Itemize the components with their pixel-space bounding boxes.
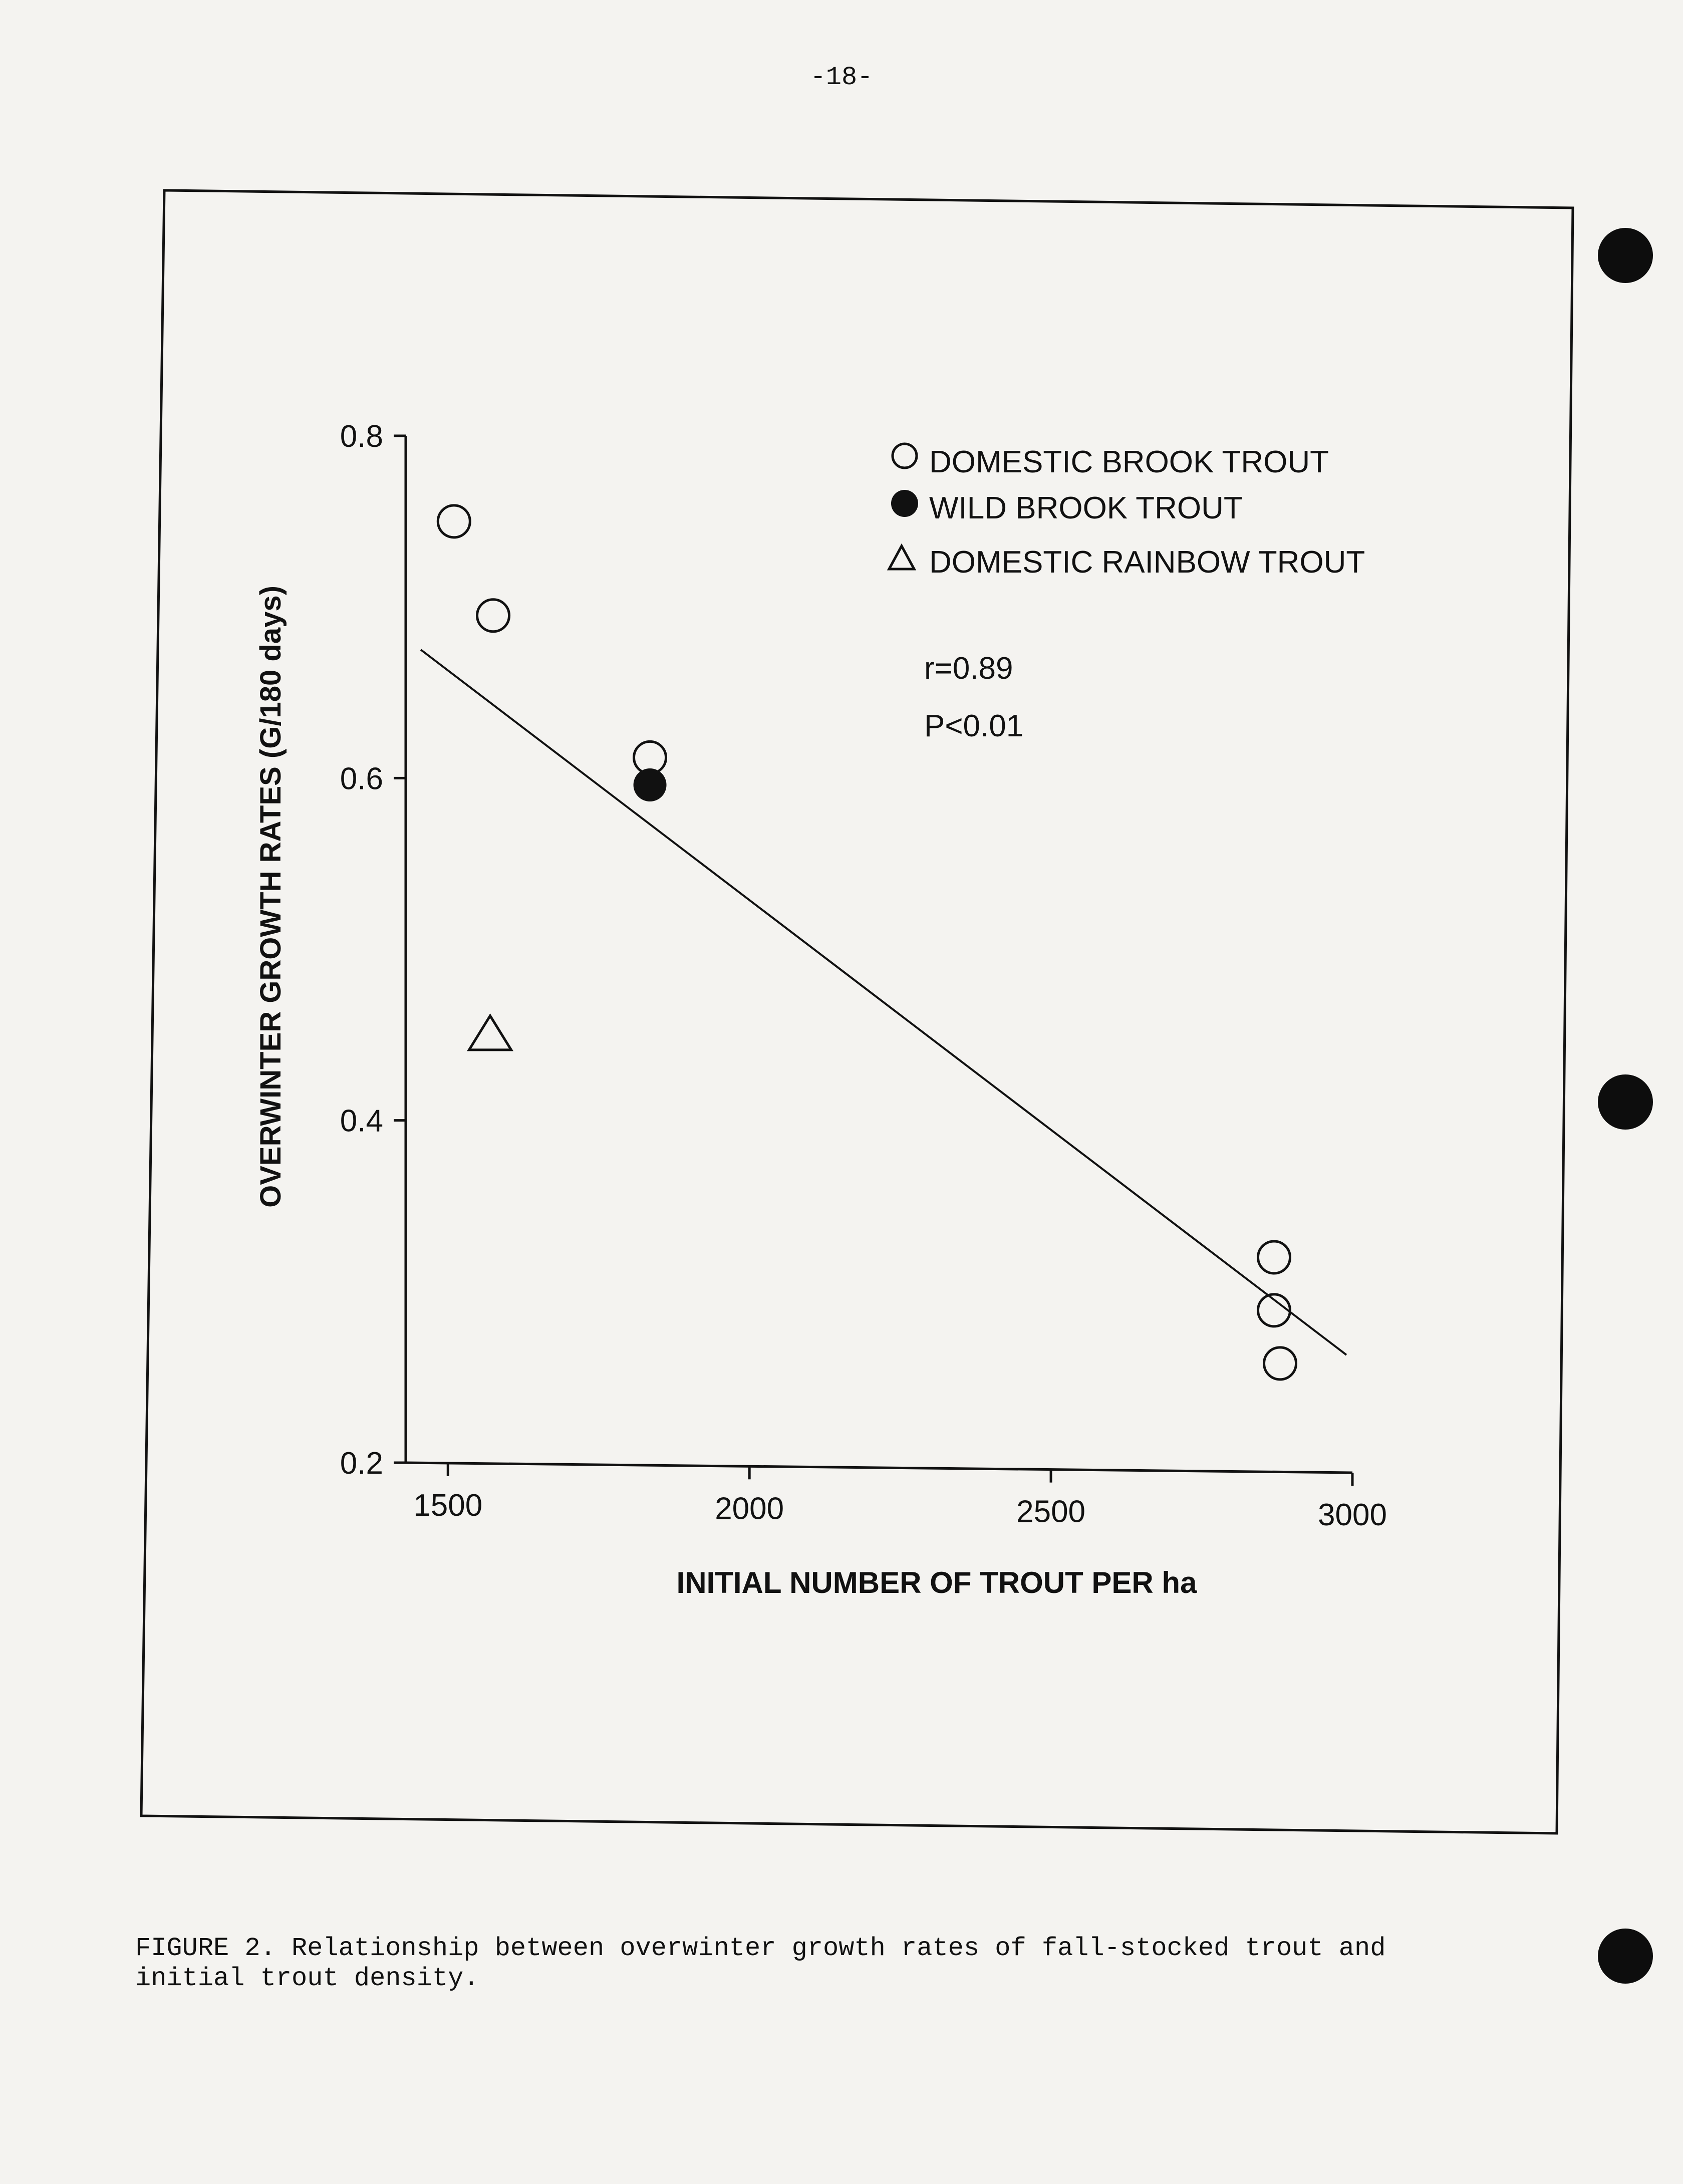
legend-item-domestic-rainbow: [889, 545, 1365, 580]
x-tick-label: 2000: [715, 1491, 784, 1526]
x-tick-label: 3000: [1318, 1498, 1387, 1532]
caption-line-2: initial trout density.: [135, 1964, 479, 1993]
y-tick-group: [340, 419, 406, 1481]
y-tick-label: 0.6: [340, 761, 383, 796]
domestic-rainbow-trout-point: [469, 1016, 511, 1050]
legend-filled-circle-icon: [891, 490, 918, 517]
domestic-brook-trout-point: [1264, 1347, 1296, 1380]
legend-label-wild-brook: WILD BROOK TROUT: [929, 491, 1243, 525]
y-tick-label: 0.8: [340, 419, 383, 454]
x-axis-line: [406, 1463, 1352, 1473]
x-axis-label: INITIAL NUMBER OF TROUT PER ha: [676, 1566, 1197, 1599]
regression-line: [421, 650, 1346, 1355]
y-axis-label: OVERWINTER GROWTH RATES (G/180 days): [254, 586, 287, 1208]
page-number: -18-: [810, 63, 873, 92]
x-tick-label: 2500: [1016, 1494, 1086, 1529]
data-points: [438, 505, 1296, 1380]
legend-open-circle-icon: [893, 444, 917, 468]
y-tick-label: 0.2: [340, 1446, 383, 1481]
caption-line-1: FIGURE 2. Relationship between overwinter growth rates of fall-stocked trout and: [135, 1934, 1386, 1963]
significance-annotation: P<0.01: [924, 709, 1024, 743]
legend-open-triangle-icon: [889, 546, 914, 569]
legend-item-wild-brook: [891, 490, 1243, 525]
domestic-brook-trout-point: [1258, 1241, 1290, 1273]
correlation-annotation: r=0.89: [924, 651, 1013, 686]
legend-label-domestic-rainbow: DOMESTIC RAINBOW TROUT: [929, 545, 1365, 580]
figure-caption: [135, 1934, 1538, 1994]
legend-label-domestic-brook: DOMESTIC BROOK TROUT: [929, 445, 1329, 479]
domestic-brook-trout-point: [477, 600, 509, 632]
legend-item-domestic-brook: [893, 444, 1329, 479]
x-tick-group: [413, 1463, 1387, 1532]
wild-brook-trout-point: [634, 768, 667, 801]
x-tick-label: 1500: [413, 1488, 483, 1523]
legend: [889, 444, 1365, 580]
y-tick-label: 0.4: [340, 1104, 383, 1139]
domestic-brook-trout-point: [438, 505, 470, 537]
